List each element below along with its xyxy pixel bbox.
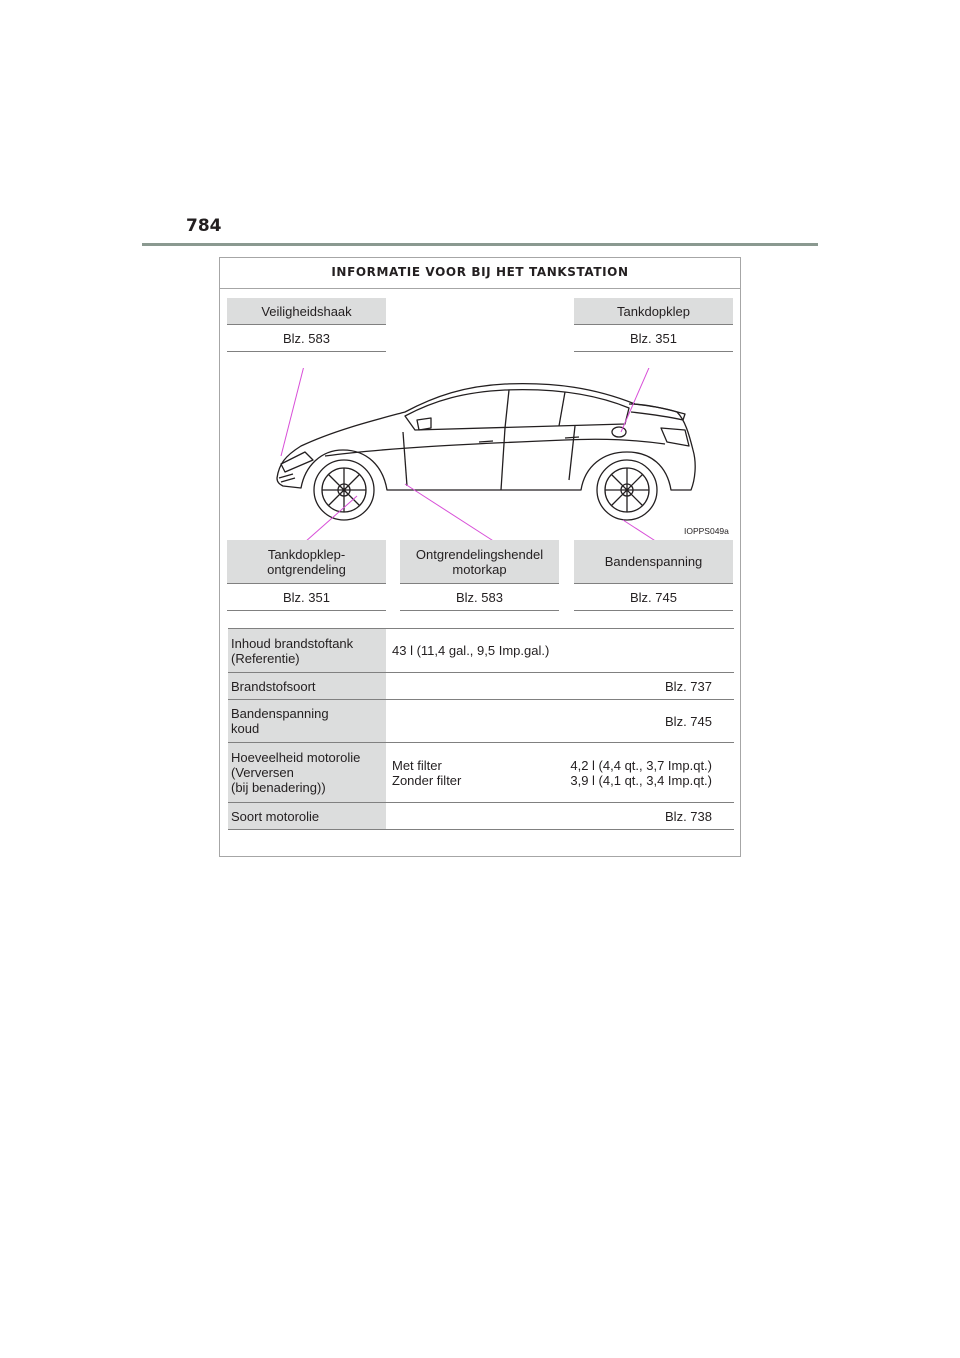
row-value: 43 l (11,4 gal., 9,5 Imp.gal.) bbox=[392, 643, 550, 658]
row-key: Bandenspanning koud bbox=[228, 700, 386, 742]
car-side-view-image bbox=[265, 368, 740, 543]
oil-value: 4,2 l (4,4 qt., 3,7 Imp.qt.) bbox=[570, 757, 712, 773]
leader-line-tire-pressure bbox=[623, 520, 657, 542]
callout-tire-pressure bbox=[574, 540, 733, 611]
table-row bbox=[228, 743, 734, 803]
page-number: 784 bbox=[186, 216, 222, 236]
table-row bbox=[228, 803, 734, 830]
oil-value: 3,9 l (4,1 qt., 3,4 Imp.qt.) bbox=[570, 772, 712, 788]
front-wheel bbox=[314, 460, 374, 520]
table-row bbox=[228, 673, 734, 700]
callout-hood-release bbox=[400, 540, 559, 611]
callout-page-ref: Blz. 745 bbox=[574, 584, 733, 611]
panel-title: INFORMATIE VOOR BIJ HET TANKSTATION bbox=[331, 265, 629, 279]
oil-capacity-grid bbox=[392, 758, 712, 788]
callout-label: Bandenspanning bbox=[574, 540, 733, 584]
leader-line-safety-catch bbox=[281, 368, 307, 456]
row-key: Soort motorolie bbox=[228, 803, 386, 829]
header-rule bbox=[142, 243, 818, 246]
leader-line-hood-release bbox=[405, 484, 495, 542]
car-body-outline bbox=[277, 384, 695, 490]
callout-label: Tankdopklep bbox=[574, 298, 733, 325]
car-illustration bbox=[265, 368, 740, 543]
callout-label: Tankdopklep- ontgrendeling bbox=[227, 540, 386, 584]
car-window-line bbox=[405, 390, 629, 430]
row-key: Brandstofsoort bbox=[228, 673, 386, 699]
callout-label: Veiligheidshaak bbox=[227, 298, 386, 325]
row-value: Blz. 738 bbox=[665, 808, 712, 824]
callout-fuel-door-release bbox=[227, 540, 386, 611]
row-value: Blz. 745 bbox=[665, 713, 712, 729]
oil-label: Zonder filter bbox=[392, 772, 462, 788]
row-value: Blz. 737 bbox=[665, 678, 712, 694]
rear-wheel bbox=[597, 460, 657, 520]
figure-code: IOPPS049a bbox=[684, 526, 729, 536]
spec-table bbox=[228, 629, 734, 830]
callout-label: Ontgrendelingshendel motorkap bbox=[400, 540, 559, 584]
callout-page-ref: Blz. 583 bbox=[227, 325, 386, 352]
row-value bbox=[386, 743, 734, 802]
oil-label: Met filter bbox=[392, 757, 442, 773]
table-row bbox=[228, 629, 734, 673]
callout-page-ref: Blz. 583 bbox=[400, 584, 559, 611]
row-key: Hoeveelheid motorolie (Verversen (bij benadering)) bbox=[228, 743, 386, 802]
callout-page-ref: Blz. 351 bbox=[227, 584, 386, 611]
callout-safety-catch bbox=[227, 298, 386, 352]
table-row bbox=[228, 700, 734, 743]
panel-title-divider bbox=[220, 288, 740, 289]
callout-page-ref: Blz. 351 bbox=[574, 325, 733, 352]
callout-fuel-door bbox=[574, 298, 733, 352]
row-key: Inhoud brandstoftank (Referentie) bbox=[228, 629, 386, 672]
